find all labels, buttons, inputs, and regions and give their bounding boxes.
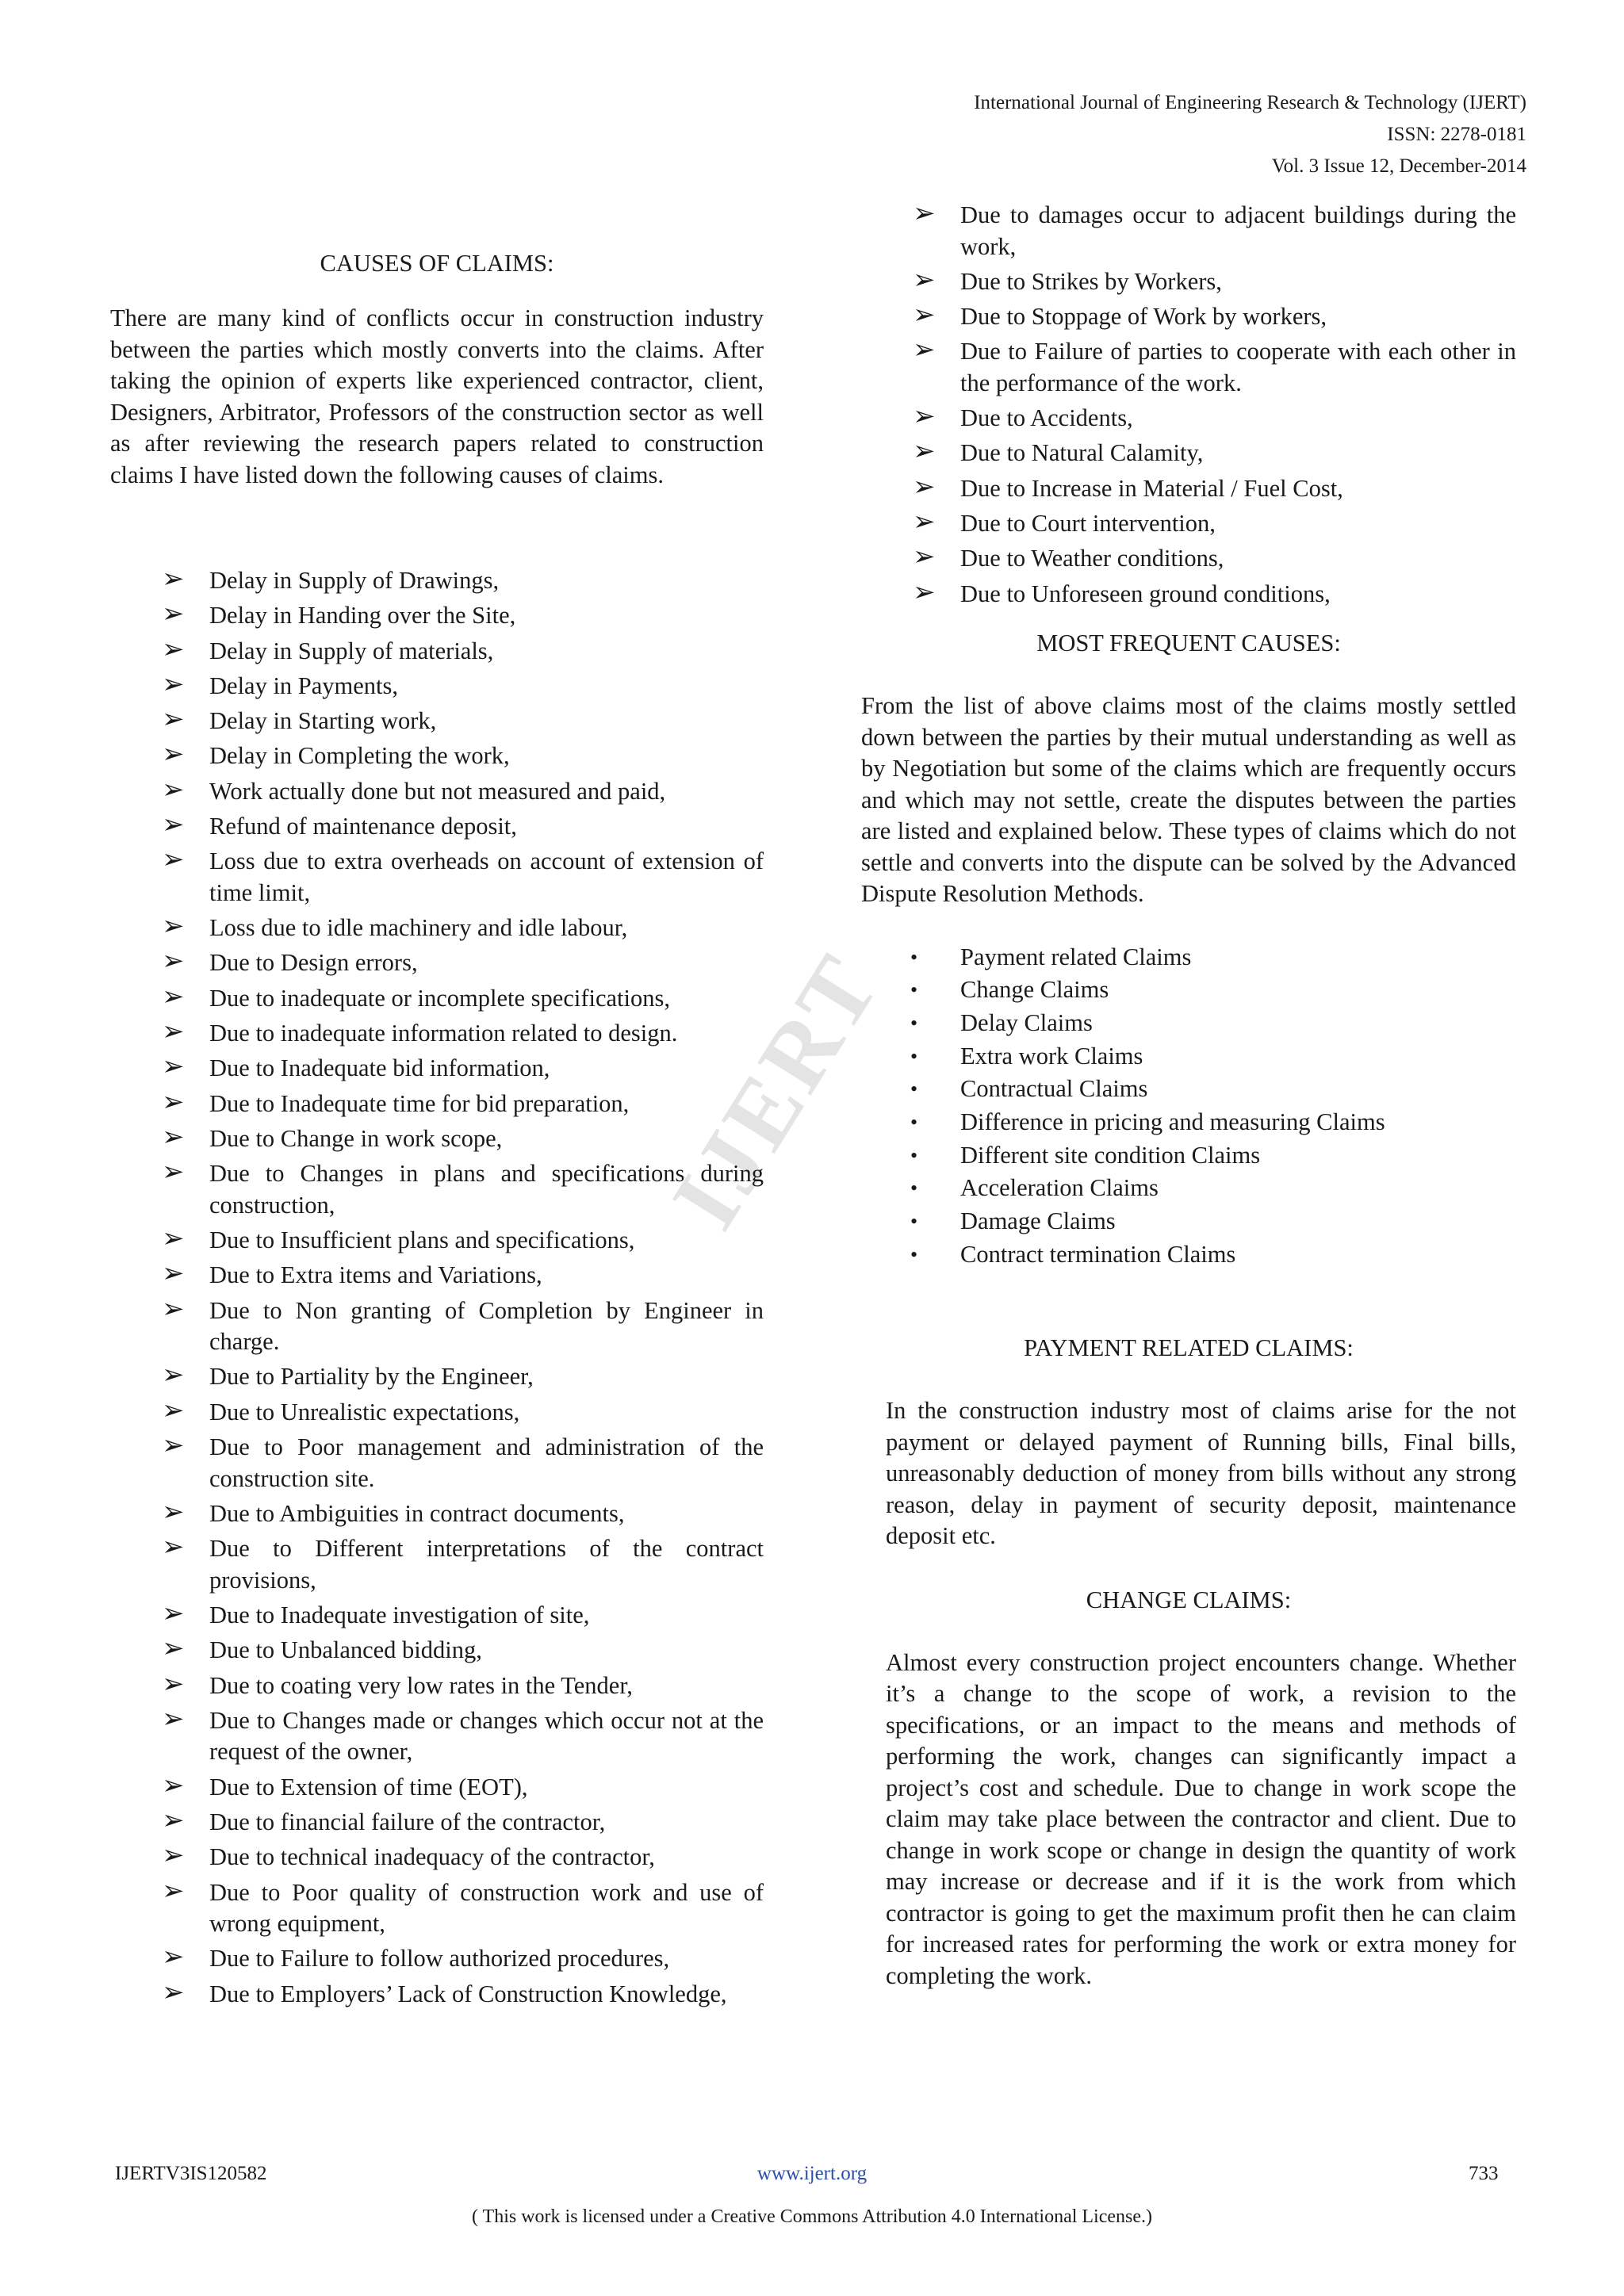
cause-item bbox=[110, 1498, 764, 1530]
cause-item bbox=[861, 438, 1516, 469]
arrow-bullet-icon: ➢ bbox=[162, 669, 185, 699]
arrow-bullet-icon: ➢ bbox=[162, 775, 185, 805]
list-item-text: Delay in Completing the work, bbox=[209, 742, 510, 770]
list-item-text: Due to Design errors, bbox=[209, 949, 418, 977]
cause-item bbox=[110, 811, 764, 843]
cause-item bbox=[861, 473, 1516, 505]
list-item-text: Due to Natural Calamity, bbox=[960, 439, 1204, 467]
claim-type-item bbox=[861, 1206, 1516, 1238]
arrow-bullet-icon: ➢ bbox=[162, 1942, 185, 1973]
list-item-text: Due to coating very low rates in the Tender, bbox=[209, 1671, 633, 1699]
list-item-text: Due to inadequate or incomplete specifications, bbox=[209, 984, 670, 1012]
list-item-text: Due to Unbalanced bidding, bbox=[209, 1636, 482, 1664]
list-item-text: Contract termination Claims bbox=[960, 1240, 1236, 1268]
ijert-watermark: IJERT bbox=[651, 935, 901, 1246]
arrow-bullet-icon: ➢ bbox=[913, 507, 936, 538]
arrow-bullet-icon: ➢ bbox=[162, 1598, 185, 1628]
dot-bullet-icon: • bbox=[910, 1177, 918, 1200]
license-note: ( This work is licensed under a Creative Commons Attribution 4.0 International License.) bbox=[471, 2206, 1153, 2227]
list-item-text: Due to Failure of parties to cooperate with each other in the performance of the work. bbox=[960, 338, 1516, 396]
arrow-bullet-icon: ➢ bbox=[162, 1805, 185, 1835]
list-item-text: Delay in Supply of Drawings, bbox=[209, 567, 500, 594]
list-item-text: Damage Claims bbox=[960, 1207, 1116, 1235]
list-item-text: Delay in Payments, bbox=[209, 672, 399, 699]
cause-item bbox=[110, 740, 764, 772]
cause-item bbox=[110, 1772, 764, 1804]
cause-item bbox=[110, 1877, 764, 1940]
list-item-text: Refund of maintenance deposit, bbox=[209, 813, 517, 840]
cause-item bbox=[861, 403, 1516, 434]
list-item-text: Contractual Claims bbox=[960, 1075, 1148, 1103]
list-item-text: Difference in pricing and measuring Claims bbox=[960, 1108, 1385, 1136]
list-item-text: Due to inadequate information related to design. bbox=[209, 1020, 678, 1047]
claim-type-item bbox=[861, 1173, 1516, 1204]
dot-bullet-icon: • bbox=[910, 1242, 918, 1266]
arrow-bullet-icon: ➢ bbox=[162, 1669, 185, 1699]
cause-item bbox=[110, 1123, 764, 1155]
list-item-text: Due to Changes made or changes which occur not at the request of the owner, bbox=[209, 1706, 764, 1766]
list-item-text: Loss due to extra overheads on account of extension of time limit, bbox=[209, 848, 764, 906]
cause-item bbox=[110, 913, 764, 944]
cause-item bbox=[110, 1361, 764, 1393]
arrow-bullet-icon: ➢ bbox=[162, 947, 185, 977]
dot-bullet-icon: • bbox=[910, 978, 918, 1002]
journal-issn: ISSN: 2278-0181 bbox=[1387, 124, 1526, 145]
arrow-bullet-icon: ➢ bbox=[162, 599, 185, 629]
cause-item bbox=[110, 1943, 764, 1975]
journal-link[interactable]: www.ijert.org bbox=[756, 2163, 868, 2184]
list-item-text: Due to Strikes by Workers, bbox=[960, 267, 1222, 295]
claim-types-list bbox=[861, 942, 1516, 1271]
cause-item bbox=[110, 1705, 764, 1768]
cause-item bbox=[861, 336, 1516, 399]
arrow-bullet-icon: ➢ bbox=[913, 542, 936, 572]
list-item-text: Delay in Starting work, bbox=[209, 707, 437, 735]
journal-name: International Journal of Engineering Research & Technology (IJERT) bbox=[974, 92, 1526, 113]
cause-item bbox=[110, 706, 764, 737]
cause-item bbox=[861, 200, 1516, 262]
arrow-bullet-icon: ➢ bbox=[913, 300, 936, 331]
arrow-bullet-icon: ➢ bbox=[913, 577, 936, 607]
list-item-text: Extra work Claims bbox=[960, 1042, 1143, 1070]
list-item-text: Change Claims bbox=[960, 976, 1109, 1004]
causes-list bbox=[110, 565, 764, 2010]
list-item-text: Due to Unrealistic expectations, bbox=[209, 1398, 520, 1425]
arrow-bullet-icon: ➢ bbox=[162, 1294, 185, 1324]
claim-type-item bbox=[861, 974, 1516, 1006]
arrow-bullet-icon: ➢ bbox=[162, 705, 185, 735]
arrow-bullet-icon: ➢ bbox=[162, 1497, 185, 1527]
arrow-bullet-icon: ➢ bbox=[162, 564, 185, 594]
arrow-bullet-icon: ➢ bbox=[162, 1977, 185, 2007]
change-claims-text: Almost every construction project encounters change. Whether it’s a change to the scope of work, a revision to the specifications, or an impact to the means and methods of performing the work, changes can significantly impact a project’s cost and schedule. Due to change in work scope the claim may take place between the contractor and client. Due to change in work scope or change in design the quantity of work may increase or decrease and if it is the work from which contractor is going to get the maximum profit then he can claim for increased rates for performing the work or extra money for completing the work. bbox=[886, 1648, 1516, 1989]
cause-item bbox=[110, 947, 764, 979]
list-item-text: Due to Inadequate bid information, bbox=[209, 1054, 550, 1082]
list-item-text: Due to financial failure of the contractor, bbox=[209, 1808, 606, 1835]
cause-item bbox=[110, 1053, 764, 1085]
cause-item bbox=[110, 565, 764, 597]
claim-type-item bbox=[861, 942, 1516, 974]
list-item-text: Due to Change in work scope, bbox=[209, 1124, 503, 1152]
cause-item bbox=[110, 1225, 764, 1257]
paper-id: IJERTV3IS120582 bbox=[115, 2163, 267, 2184]
arrow-bullet-icon: ➢ bbox=[162, 1533, 185, 1563]
list-item-text: Due to Inadequate investigation of site, bbox=[209, 1601, 590, 1628]
list-item-text: Due to Accidents, bbox=[960, 404, 1133, 432]
dot-bullet-icon: • bbox=[910, 1143, 918, 1167]
causes-intro: There are many kind of conflicts occur in construction industry between the parties which mostly converts into the claims. After taking the opinion of experts like experienced contractor, client, Designers, Arbitrator, Professors of the construction sector as well as after reviewing the research papers related to construction claims I have listed down the following causes of claims. bbox=[110, 304, 764, 488]
list-item-text: Due to Increase in Material / Fuel Cost, bbox=[960, 474, 1343, 502]
journal-volume: Vol. 3 Issue 12, December-2014 bbox=[1271, 155, 1526, 177]
cause-item bbox=[861, 508, 1516, 540]
list-item-text: Due to Failure to follow authorized procedures, bbox=[209, 1945, 670, 1973]
arrow-bullet-icon: ➢ bbox=[913, 402, 936, 432]
right-column bbox=[861, 200, 1516, 1992]
cause-item bbox=[110, 776, 764, 808]
cause-item bbox=[110, 600, 764, 632]
payment-claims-heading: PAYMENT RELATED CLAIMS: bbox=[1024, 1334, 1354, 1362]
causes-heading: CAUSES OF CLAIMS: bbox=[320, 250, 554, 277]
cause-item bbox=[110, 1089, 764, 1120]
frequent-causes-heading: MOST FREQUENT CAUSES: bbox=[1036, 629, 1341, 657]
arrow-bullet-icon: ➢ bbox=[162, 1876, 185, 1906]
arrow-bullet-icon: ➢ bbox=[162, 1841, 185, 1871]
dot-bullet-icon: • bbox=[910, 945, 918, 969]
cause-item bbox=[110, 1158, 764, 1221]
list-item-text: Due to Employers’ Lack of Construction Knowledge, bbox=[209, 1980, 727, 2007]
arrow-bullet-icon: ➢ bbox=[162, 1704, 185, 1734]
arrow-bullet-icon: ➢ bbox=[162, 634, 185, 664]
causes-list-continued bbox=[861, 200, 1516, 610]
list-item-text: Payment related Claims bbox=[960, 943, 1192, 970]
arrow-bullet-icon: ➢ bbox=[162, 1431, 185, 1461]
arrow-bullet-icon: ➢ bbox=[162, 1634, 185, 1664]
list-item-text: Due to Ambiguities in contract documents, bbox=[209, 1499, 625, 1527]
list-item-text: Different site condition Claims bbox=[960, 1141, 1261, 1169]
cause-item bbox=[110, 846, 764, 909]
cause-item bbox=[110, 1533, 764, 1596]
claim-type-item bbox=[861, 1107, 1516, 1138]
arrow-bullet-icon: ➢ bbox=[162, 810, 185, 840]
arrow-bullet-icon: ➢ bbox=[162, 1158, 185, 1188]
list-item-text: Due to Different interpretations of the contract provisions, bbox=[209, 1535, 764, 1594]
list-item-text: Due to Partiality by the Engineer, bbox=[209, 1363, 534, 1391]
list-item-text: Due to Extra items and Variations, bbox=[209, 1261, 542, 1289]
claim-type-item bbox=[861, 1073, 1516, 1105]
arrow-bullet-icon: ➢ bbox=[162, 1360, 185, 1391]
list-item-text: Due to technical inadequacy of the contractor, bbox=[209, 1843, 655, 1871]
journal-header bbox=[974, 87, 1526, 182]
list-item-text: Due to Unforeseen ground conditions, bbox=[960, 580, 1331, 607]
arrow-bullet-icon: ➢ bbox=[162, 740, 185, 770]
list-item-text: Due to Insufficient plans and specifications, bbox=[209, 1226, 635, 1254]
cause-item bbox=[110, 1397, 764, 1429]
arrow-bullet-icon: ➢ bbox=[162, 1770, 185, 1800]
arrow-bullet-icon: ➢ bbox=[162, 1259, 185, 1289]
dot-bullet-icon: • bbox=[910, 1012, 918, 1035]
claim-type-item bbox=[861, 1140, 1516, 1172]
arrow-bullet-icon: ➢ bbox=[162, 1122, 185, 1152]
cause-item bbox=[110, 1432, 764, 1494]
arrow-bullet-icon: ➢ bbox=[162, 845, 185, 875]
arrow-bullet-icon: ➢ bbox=[162, 1017, 185, 1047]
frequent-causes-text: From the list of above claims most of the claims mostly settled down between the parties by their mutual understanding as well as by Negotiation but some of the claims which are frequently occurs and which may not settle, create the disputes between the parties are listed and explained below. These types of claims which do not settle and converts into the dispute can be solved by the Advanced Dispute Resolution Methods. bbox=[861, 692, 1516, 908]
cause-item bbox=[110, 1295, 764, 1358]
dot-bullet-icon: • bbox=[910, 1210, 918, 1234]
arrow-bullet-icon: ➢ bbox=[162, 1087, 185, 1117]
cause-item bbox=[861, 579, 1516, 610]
cause-item bbox=[861, 266, 1516, 298]
list-item-text: Due to Non granting of Completion by Engineer in charge. bbox=[209, 1296, 764, 1356]
cause-item bbox=[110, 1260, 764, 1292]
cause-item bbox=[110, 983, 764, 1015]
list-item-text: Due to Weather conditions, bbox=[960, 545, 1224, 572]
claim-type-item bbox=[861, 1008, 1516, 1039]
list-item-text: Due to Stoppage of Work by workers, bbox=[960, 303, 1327, 331]
arrow-bullet-icon: ➢ bbox=[162, 982, 185, 1012]
cause-item bbox=[110, 1670, 764, 1702]
page-number: 733 bbox=[1469, 2163, 1499, 2184]
list-item-text: Due to Extension of time (EOT), bbox=[209, 1773, 528, 1800]
list-item-text: Due to Inadequate time for bid preparation, bbox=[209, 1089, 630, 1117]
arrow-bullet-icon: ➢ bbox=[913, 199, 936, 228]
cause-item bbox=[110, 671, 764, 702]
claim-type-item bbox=[861, 1041, 1516, 1073]
claim-type-item bbox=[861, 1239, 1516, 1271]
left-column bbox=[110, 247, 764, 2014]
cause-item bbox=[110, 1635, 764, 1667]
dot-bullet-icon: • bbox=[910, 1077, 918, 1101]
list-item-text: Due to Court intervention, bbox=[960, 510, 1216, 538]
list-item-text: Loss due to idle machinery and idle labour, bbox=[209, 914, 628, 942]
list-item-text: Due to Poor quality of construction work and use of wrong equipment, bbox=[209, 1878, 764, 1937]
dot-bullet-icon: • bbox=[910, 1111, 918, 1135]
list-item-text: Acceleration Claims bbox=[960, 1174, 1159, 1202]
arrow-bullet-icon: ➢ bbox=[913, 472, 936, 502]
list-item-text: Due to Changes in plans and specifications during construction, bbox=[209, 1160, 764, 1219]
cause-item bbox=[110, 1018, 764, 1050]
dot-bullet-icon: • bbox=[910, 1044, 918, 1068]
arrow-bullet-icon: ➢ bbox=[913, 437, 936, 467]
cause-item bbox=[110, 1842, 764, 1873]
cause-item bbox=[110, 1979, 764, 2011]
list-item-text: Due to damages occur to adjacent buildings during the work, bbox=[960, 201, 1516, 260]
arrow-bullet-icon: ➢ bbox=[913, 265, 936, 295]
list-item-text: Work actually done but not measured and paid, bbox=[209, 777, 666, 805]
arrow-bullet-icon: ➢ bbox=[162, 1052, 185, 1082]
list-item-text: Delay in Handing over the Site, bbox=[209, 602, 516, 629]
list-item-text: Delay Claims bbox=[960, 1009, 1093, 1037]
change-claims-heading: CHANGE CLAIMS: bbox=[1086, 1586, 1292, 1613]
arrow-bullet-icon: ➢ bbox=[162, 1395, 185, 1425]
cause-item bbox=[110, 1807, 764, 1839]
arrow-bullet-icon: ➢ bbox=[913, 335, 936, 365]
cause-item bbox=[110, 1600, 764, 1632]
cause-item bbox=[861, 301, 1516, 333]
arrow-bullet-icon: ➢ bbox=[162, 912, 185, 942]
list-item-text: Due to Poor management and administration of the construction site. bbox=[209, 1433, 764, 1492]
cause-item bbox=[110, 636, 764, 668]
arrow-bullet-icon: ➢ bbox=[162, 1224, 185, 1254]
cause-item bbox=[861, 543, 1516, 575]
list-item-text: Delay in Supply of materials, bbox=[209, 637, 494, 664]
payment-claims-text: In the construction industry most of claims arise for the not payment or delayed payment of Running bills, Final bills, unreasonably deduction of money from bills without any strong reason, delay in payment of security deposit, maintenance deposit etc. bbox=[886, 1397, 1516, 1550]
